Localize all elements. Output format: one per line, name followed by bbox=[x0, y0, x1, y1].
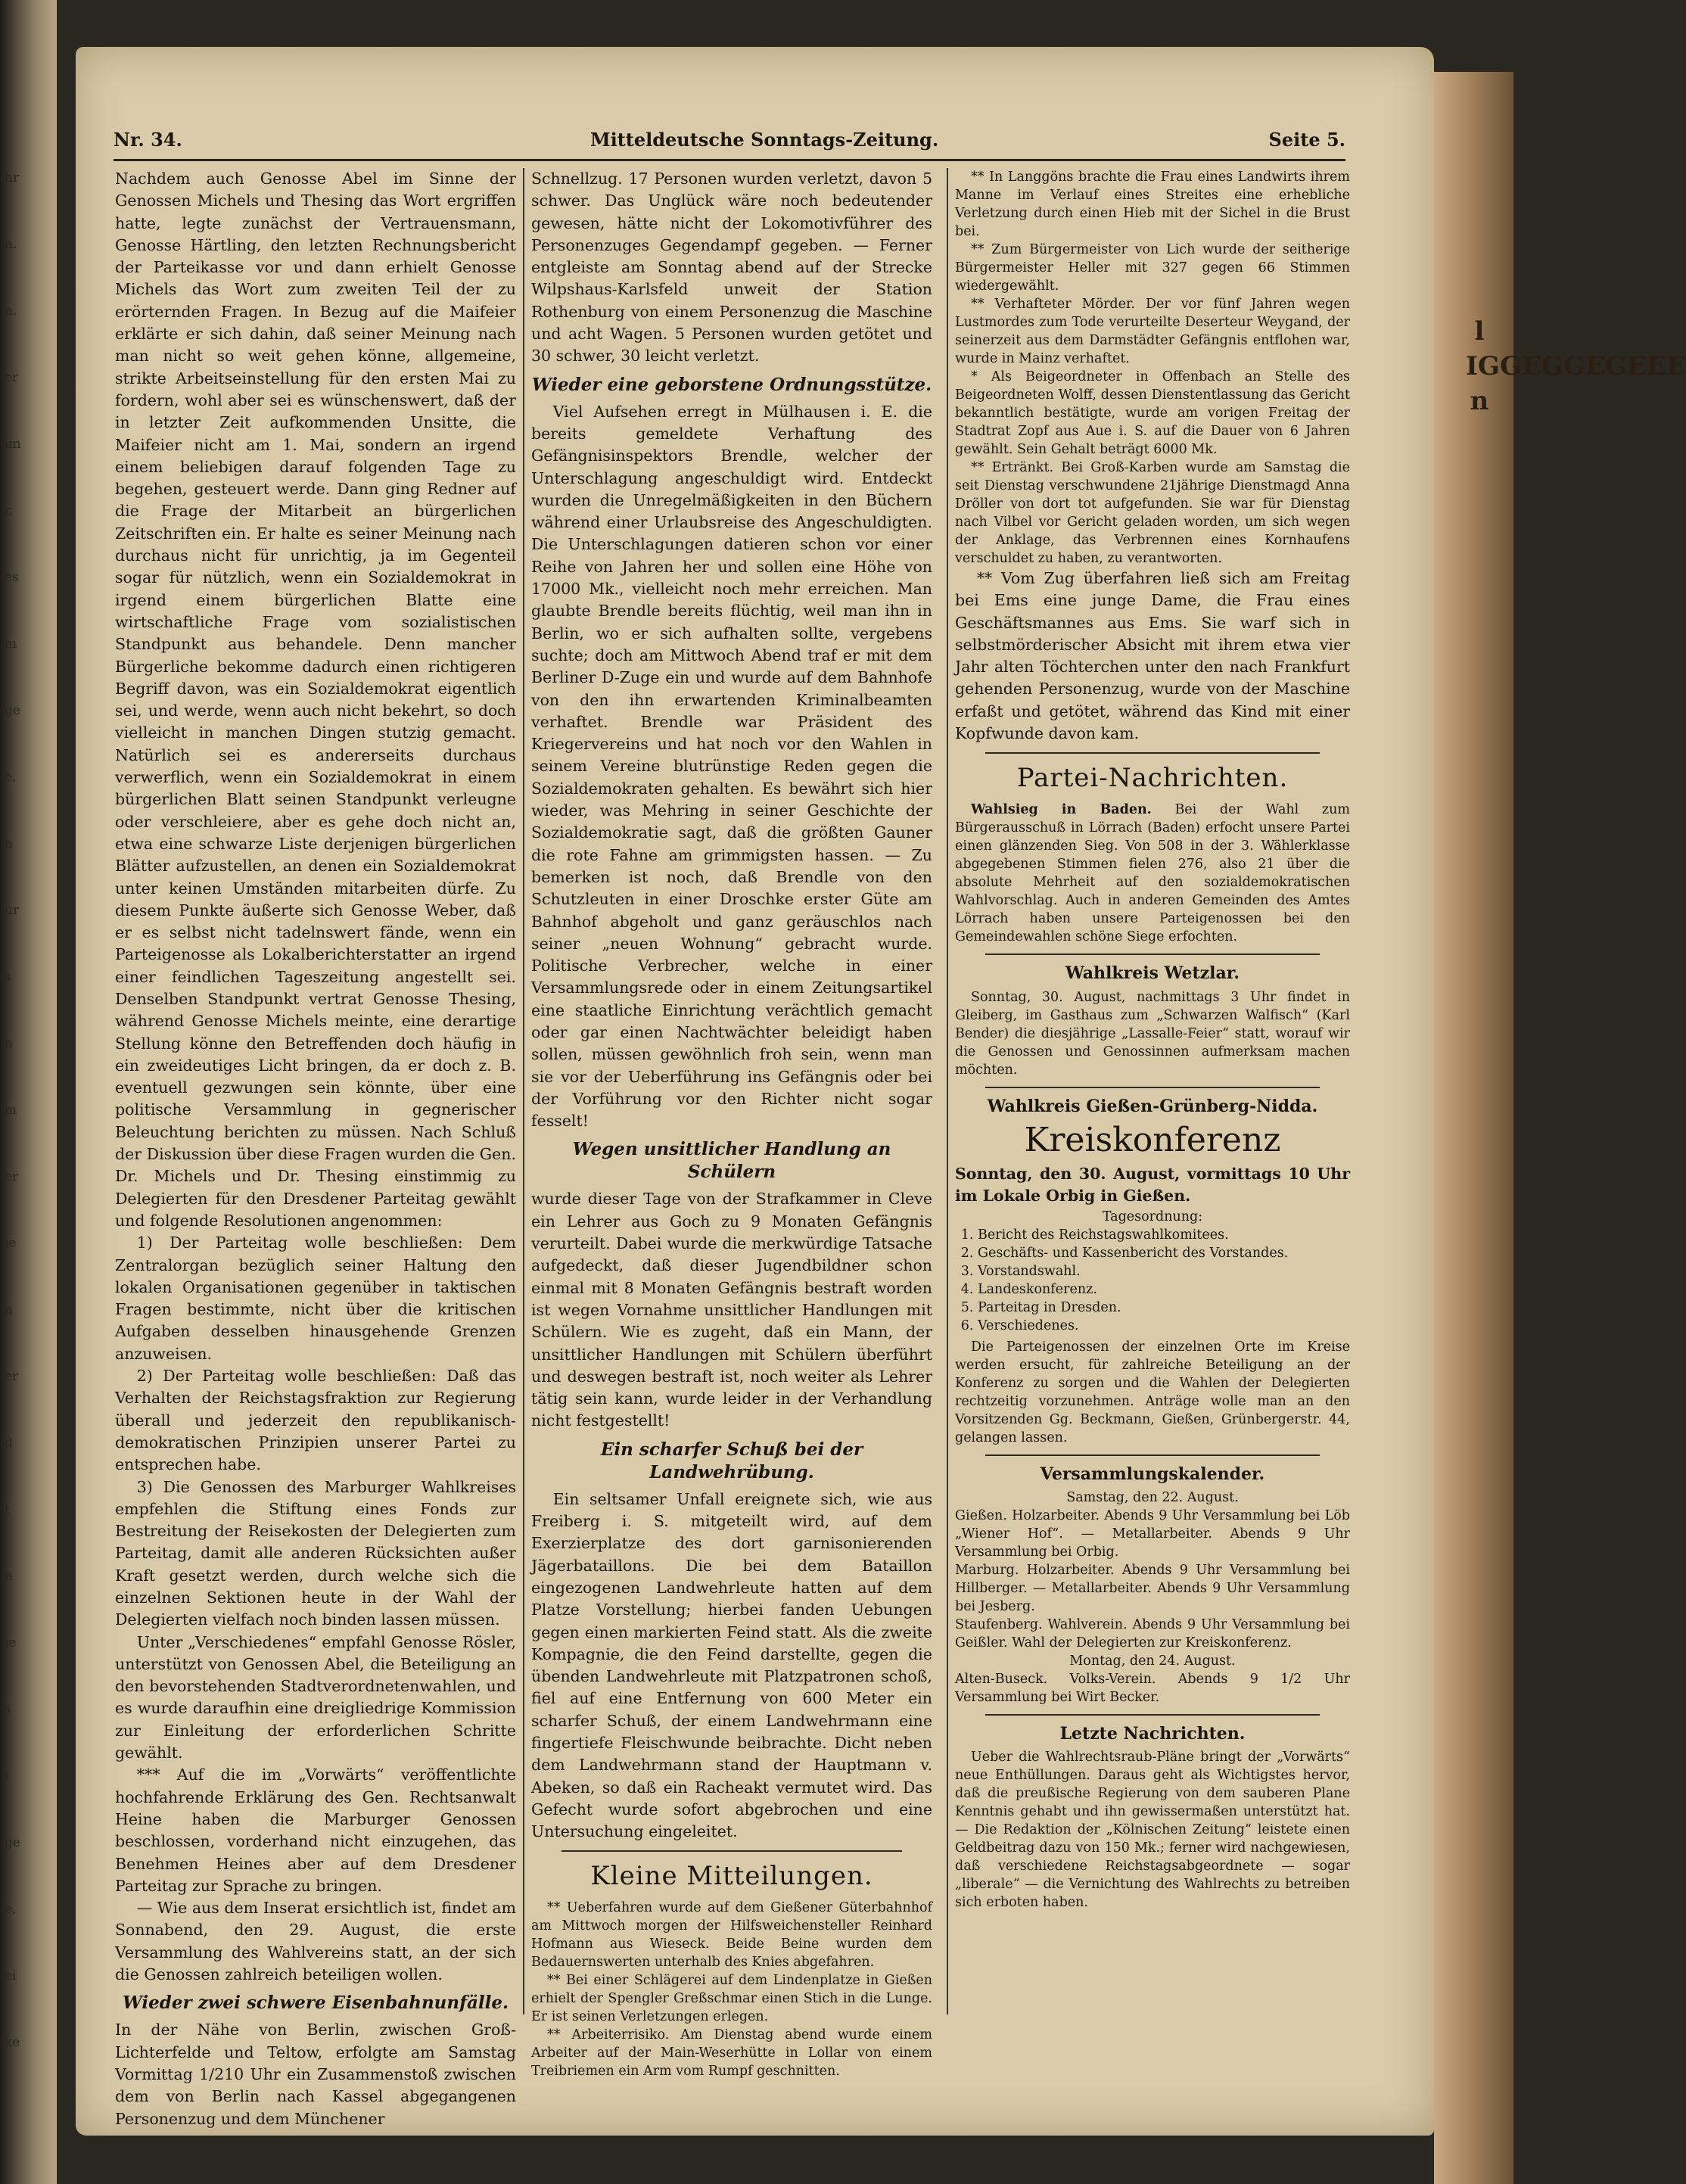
calendar-entry: Staufenberg. Wahlverein. Abends 9 Uhr Versammlung bei Geißler. Wahl der Delegierten zur Kreiskonferenz. bbox=[955, 1616, 1350, 1650]
margin-fragment: e, bbox=[5, 770, 17, 785]
margin-fragment: ei bbox=[5, 1968, 17, 1983]
margin-fragment: er bbox=[5, 1369, 19, 1384]
notice-item: ** Zum Bürgermeister von Lich wurde der seitherige Bürgermeister Heller mit 327 gegen 66 Stimmen wiedergewählt. bbox=[955, 242, 1350, 294]
party-news-text: Bei der Wahl zum Bürgerausschuß in Lörrach (Baden) erfocht unsere Partei einen glänzenden Sieg. Von 508 in der 3. Wählerklasse abgegebenen Stimmen fielen 276, also 21 über die absolute Mehrheit auf den sozialdemokratischen Wahlvorschlag. Auch in anderen Gemeinden des Amtes Lörrach haben unsere Parteigenossen bei den Gemeindewahlen schöne Siege erfochten. bbox=[955, 802, 1350, 945]
agenda-item: 3. Vorstandswahl. bbox=[978, 1262, 1350, 1280]
margin-fragment: ie bbox=[5, 1635, 17, 1650]
margin-fragment: n bbox=[5, 836, 13, 851]
headline-schueler: Wegen unsittlicher Handlung an Schülern bbox=[572, 1139, 891, 1183]
heading-wahlkreis-wetzlar: Wahlkreis Wetzlar. bbox=[1065, 963, 1240, 984]
article-paragraph: Ein seltsamer Unfall ereignete sich, wie aus Freiberg i. S. mitgeteilt wird, auf dem Exerzierplatze des dort garnisonierenden Jägerbataillons. Die bei dem Bataillon eingezogenen Landwehrleute hatten auf dem Platze Vorstellung; hierbei fanden Uebungen gegen einen markierten Feind statt. Als die zweite Kompagnie, die den Feind darstellte, gegen die übenden Landwehrleute mit Platzpatronen schoß, fiel auf eine Entfernung von 600 Meter ein scharfer Schuß, der einem Landwehrmann eine fingertiefe Fleischwunde beibrachte. Dicht neben dem Landwehrmann stand der Hauptmann v. Abeken, so daß ein Racheakt vermutet wird. Das Gefecht wurde sofort abgebrochen und eine Untersuchung eingeleitet. bbox=[531, 1489, 932, 1841]
margin-fragment: n bbox=[5, 1302, 13, 1318]
agenda-list bbox=[955, 1226, 1350, 1335]
thumb-tab: l IGGEGGEGEEE n bbox=[1466, 316, 1686, 416]
wetzlar-notice bbox=[955, 988, 1350, 1079]
latest-news-text: Ueber die Wahlrechtsraub-Pläne bringt der „Vorwärts“ neue Enthüllungen. Daraus geht als Wichtigstes hervor, daß die preußische Regierung von dem sauberen Plane Kenntnis gehabt und ihn gewissermaßen unterstützt hat. — Die Redaktion der „Kölnischen Zeitung“ leistete einen Geldbeitrag dazu von 150 Mk.; ferner wird nachgewiesen, daß verschiedene Reichstagsabgeordnete — sogar „liberale“ — die Vernichtung des Wahlrechts zu betreiben sich erboten haben. bbox=[955, 1750, 1350, 1911]
calendar-date: Samstag, den 22. August. bbox=[1066, 1489, 1239, 1505]
calendar-entry: Marburg. Holzarbeiter. Abends 9 Uhr Versammlung bei Hillberger. — Metallarbeiter. Abends 9 Uhr Versammlung bei Jesberg. bbox=[955, 1562, 1350, 1614]
margin-fragment: e, bbox=[5, 1902, 17, 1917]
margin-fragment: n bbox=[5, 1569, 13, 1584]
notice-item: ** Ueberfahren wurde auf dem Gießener Güterbahnhof am Mittwoch morgen der Hilfsweichensteller Reinhard Hofmann aus Wieseck. Beide Beine wurden dem Bedauernswerten unterhalb des Knies abgefahren. bbox=[531, 1900, 932, 1971]
previous-page-margin bbox=[0, 0, 57, 2184]
page-header bbox=[114, 129, 1345, 159]
section-rule bbox=[985, 752, 1320, 754]
margin-fragment: ge bbox=[5, 1835, 20, 1850]
newspaper-title: Mitteldeutsche Sonntags-Zeitung. bbox=[590, 129, 939, 151]
margin-fragment: er bbox=[5, 1169, 19, 1184]
calendar-entry: Gießen. Holzarbeiter. Abends 9 Uhr Versammlung bei Löb „Wiener Hof“. — Metallarbeiter. Abends 9 Uhr Versammlung bei Orbig. bbox=[955, 1507, 1350, 1560]
section-rule bbox=[985, 1454, 1320, 1456]
notice-item: ** Vom Zug überfahren ließ sich am Freitag bei Ems eine junge Dame, die Frau eines Geschäftsmannes aus Ems. Sie warf sich in selbstmörderischer Absicht mit ihrem etwa vier Jahr alten Töchterchen unter den nach Frankfurt gehenden Personenzug, wurde von der Maschine erfaßt und getötet, während das Kind mit einer Kopfwunde davon kam. bbox=[955, 569, 1350, 743]
margin-fragment: d bbox=[5, 1436, 13, 1451]
article-paragraph: wurde dieser Tage von der Strafkammer in Cleve ein Lehrer aus Goch zu 9 Monaten Gefängnis verurteilt. Dabei wurde die merkwürdige Tatsache aufgedeckt, daß dieser Jugendbildner schon einmal mit 8 Monaten Gefängnis bestraft worden ist wegen Vornahme unsittlicher Handlungen mit Schülern. Wie es zugeht, daß ein Mann, der unsittlicher Handlungen mit Schülern überführt und deswegen bestraft ist, noch weiter als Lehrer tätig sein kann, wurde leider in der Verhandlung nicht festgestellt! bbox=[531, 1190, 932, 1430]
margin-fragment: es bbox=[5, 570, 19, 585]
article-paragraph: Nachdem auch Genosse Abel im Sinne der Genossen Michels und Thesing das Wort ergriffen hatte, legte zunächst der Vertrauensmann, Genosse Härtling, den letzten Rechnungsbericht der Parteikasse vor und dann erhielt Genosse Michels das Wort zum zweiten Teil der zu erörternden Fragen. In Bezug auf die Maifeier erklärte er sich dahin, daß seiner Meinung nach man nicht so weit gehen könne, allgemeine, strikte Arbeitseinstellung für den ersten Mai zu fordern, wohl aber sei es wünschenswert, daß der in letzter Zeit aufkommenden Unsitte, die Maifeier nicht am 1. Mai, sondern an irgend einem beliebigen darauf folgenden Tage zu begehen, gesteuert werde. Dann ging Redner auf die Frage der Mitarbeit an bürgerlichen Zeitschriften ein. Er halte es seiner Meinung nach durchaus nicht für unrichtig, ja im Gegenteil sogar für nützlich, wenn ein Sozialdemokrat in irgend einem bürgerlichen Blatte eine wirtschaftliche Frage vom sozialistischen Standpunkt aus behandele. Denn mancher Bürgerliche bekomme dadurch einen richtigeren Begriff davon, was ein Sozialdemokrat eigentlich sei, und werde, wenn auch nicht bekehrt, so doch vielleicht in manchen Dingen stutzig gemacht. Natürlich sei es andererseits durchaus verwerflich, wenn ein Sozialdemokrat in einem bürgerlichen Blatt seinen Standpunkt verleugne oder verschleiere, aber es gehe doch nicht an, etwa eine schwarze Liste derjenigen bürgerlichen Blätter aufzustellen, an denen ein Sozialdemokrat unter keinen Umständen mitarbeiten dürfe. Zu diesem Punkte äußerte sich Genosse Weber, daß er es selbst nicht tadelnswert fände, wenn ein Parteigenosse als Lokalberichterstatter an irgend einer feindlichen Tageszeitung angestellt sei. Denselben Standpunkt vertrat Genosse Thesing, während Genosse Michels meinte, eine derartige Stellung könne den Betreffenden doch häufig in ein zweideutiges Licht bringen, da er doch z. B. eventuell gezwungen sein könnte, über eine politische Versammlung in gegnerischer Beleuchtung berichten zu müssen. Nach Schluß der Diskussion über diese Fragen wurden die Gen. Dr. Michels und Dr. Thesing einstimmig zu Delegierten für den Dresdener Parteitag gewählt und folgende Resolutionen angenommen: bbox=[115, 170, 516, 1230]
section-rule bbox=[985, 1714, 1320, 1716]
agenda-item: 1. Bericht des Reichstagswahlkomitees. bbox=[978, 1226, 1350, 1244]
column-rule bbox=[947, 168, 948, 2014]
party-news bbox=[955, 801, 1350, 946]
margin-fragment: ur bbox=[5, 903, 20, 918]
column-3 bbox=[955, 168, 1350, 2014]
column-1 bbox=[115, 168, 516, 2128]
resolution-1: 1) Der Parteitag wolle beschließen: Dem Zentralorgan bezüglich seiner Haltung den lokalen Organisationen gegenüber in taktischen Fragen bestimmte, nicht über die kritischen Aufgaben desselben hinausgehende Grenzen anzuweisen. bbox=[115, 1234, 516, 1363]
agenda-title: Tagesordnung: bbox=[1102, 1209, 1203, 1224]
book-edge bbox=[1434, 72, 1686, 2184]
margin-fragment: n. bbox=[5, 237, 17, 252]
margin-fragment: ie bbox=[5, 1236, 17, 1251]
notice-item: ** Bei einer Schlägerei auf dem Lindenplatze in Gießen erhielt der Spengler Greßschmar einen Stich in die Lunge. Er ist seinen Verletzungen erlegen. bbox=[531, 1973, 932, 2025]
margin-fragment: t bbox=[5, 1502, 10, 1517]
section-rule bbox=[561, 1850, 902, 1852]
margin-fragment: s bbox=[5, 1702, 11, 1717]
conference-date: Sonntag, den 30. August, vormittags 10 Uhr im Lokale Orbig in Gießen. bbox=[955, 1164, 1350, 1206]
conference-notice bbox=[955, 1338, 1350, 1447]
article-paragraph: Unter „Verschiedenes“ empfahl Genosse Rösler, unterstützt von Genossen Abel, die Beteiligung an den bevorstehenden Stadtverordnetenwahlen, und es wurde daraufhin eine dreigliedrige Kommission zur Einleitung der erforderlichen Schritte gewählt. bbox=[115, 1632, 516, 1762]
margin-fragment: n. bbox=[5, 303, 17, 319]
section-heading-partei-nachrichten: Partei-Nachrichten. bbox=[1016, 763, 1289, 794]
notice-item: ** Ertränkt. Bei Groß-Karben wurde am Samstag die seit Dienstag verschwundene 21jährige Dienstmagd Anna Dröller von dort tot aufgefunden. Sie war für Dienstag nach Vilbel vor Gericht geladen worden, um sich wegen der Anklage, das Verbrennen eines Kornhaufens verschuldet zu haben, zu verantworten. bbox=[955, 460, 1350, 566]
margin-fragment: m bbox=[5, 636, 17, 652]
short-notices-continued bbox=[955, 168, 1350, 568]
heading-kreiskonferenz: Kreiskonferenz bbox=[1024, 1120, 1281, 1159]
margin-fragment: im bbox=[5, 437, 21, 452]
margin-fragment: ge bbox=[5, 703, 20, 718]
article-paragraph: Viel Aufsehen erregt in Mülhausen i. E. die bereits gemeldete Verhaftung des Gefängnisinspektors Brendle, welcher der Unterschlagung angeschuldigt wird. Entdeckt wurden die Unregelmäßigkeiten in den Büchern während einer Urlaubsreise des Angeschuldigten. Die Unterschlagungen datieren schon vor einer Reihe von Jahren her und sollen eine Höhe von 17000 Mk., vielleicht noch mehr erreichen. Man glaubte Brendle bereits flüchtig, weil man ihn in Berlin, wo er sich aufhalten sollte, vergebens suchte; doch am Mittwoch Abend traf er mit dem Berliner D-Zuge ein und wurde auf dem Bahnhofe von den ihn erwartenden Kriminalbeamten verhaftet. Brendle war Präsident des Kriegervereins und hat noch vor den Wahlen in seinem Vereine blutrünstige Reden gegen die Sozialdemokraten gehalten. Es bewährt sich hier wieder, was Mehring in seiner Geschichte der Sozialdemokratie sagt, daß die größten Gauner die rote Fahne am grimmigsten hassen. — Zu bemerken ist noch, daß Brendle von den Schutzleuten in einer Droschke erster Güte am Bahnhof abgeholt und ganz geräuschlos nach seiner „neuen Wohnung“ gebracht wurde. Politische Verbrecher, welche in einer Versammlungsrede oder in einem Zeitungsartikel eine staatliche Einrichtung verächtlich gemacht oder gar einen Nachtwächter beleidigt haben sollen, müssen gewöhnlich froh sein, wenn man sie vor der Ueberführung ins Gefängnis oder bei der Vorführung vor den Richter nicht sogar fesselt! bbox=[531, 402, 932, 1131]
margin-fragment: n bbox=[5, 1036, 13, 1051]
issue-number: Nr. 34. bbox=[114, 129, 182, 151]
heading-wahlkreis-giessen: Wahlkreis Gießen-Grünberg-Nidda. bbox=[987, 1096, 1318, 1116]
notice-item: * Als Beigeordneter in Offenbach an Stelle des Beigeordneten Wolff, dessen Dienstentlassung das Gericht bekanntlich bestätigte, wurde am vorigen Freitag der Stadtrat Zopf aus Aue i. S. auf die Dauer von 6 Jahren gewählt. Sein Gehalt beträgt 6000 Mk. bbox=[955, 369, 1350, 457]
margin-fragment: r, bbox=[5, 503, 14, 518]
column-2 bbox=[531, 168, 932, 2080]
resolution-3: 3) Die Genossen des Marburger Wahlkreises empfehlen die Stiftung eines Fonds zur Bestreitung der Reisekosten der Delegierten zum Parteitag, damit alle anderen Rücksichten außer Kraft gesetzt werden, durch welche sich die einzelnen Sektionen heute in der Wahl der Delegierten vielfach noch binden lassen müssen. bbox=[115, 1477, 516, 1629]
agenda-item: 6. Verschiedenes. bbox=[978, 1317, 1350, 1335]
margin-fragment: er bbox=[5, 370, 19, 385]
notice-item: ** Verhafteter Mörder. Der vor fünf Jahren wegen Lustmordes zum Tode verurteilte Deserteur Weygand, der seinerzeit aus dem Darmstädter Gefängnis entflohen war, wurde in Mainz verhaftet. bbox=[955, 297, 1350, 366]
short-notices bbox=[531, 1899, 932, 2080]
headline-landwehr: Ein scharfer Schuß bei der Landwehrübung. bbox=[600, 1439, 863, 1482]
wetzlar-text: Sonntag, 30. August, nachmittags 3 Uhr findet in Gleiberg, im Gasthaus zum „Schwarzen Walfisch“ (Karl Bender) die diesjährige „Lassalle-Feier“ statt, worauf wir die Genossen und Genossinnen aufmerksam machen möchten. bbox=[955, 989, 1350, 1078]
heading-versammlungskalender: Versammlungskalender. bbox=[1040, 1464, 1265, 1484]
article-paragraph: In der Nähe von Berlin, zwischen Groß-Lichterfelde und Teltow, erfolgte am Samstag Vormittag 1/210 Uhr ein Zusammenstoß zwischen dem von Berlin nach Kassel abgegangenen Personenzug und dem Münchener bbox=[115, 2021, 516, 2128]
article-paragraph: — Wie aus dem Inserat ersichtlich ist, findet am Sonnabend, den 29. August, die erste Versammlung des Wahlvereins statt, an der sich die Genossen zahlreich beteiligen wollen. bbox=[115, 1899, 516, 1984]
page-number: Seite 5. bbox=[1268, 129, 1345, 151]
notice-item: ** In Langgöns brachte die Frau eines Landwirts ihrem Manne im Verlauf eines Streites eine erhebliche Verletzung durch einen Hieb mit der Sichel in die Brust bei. bbox=[955, 170, 1350, 239]
agenda-item: 4. Landeskonferenz. bbox=[978, 1280, 1350, 1299]
section-rule bbox=[985, 954, 1320, 955]
column-rule bbox=[523, 168, 524, 2014]
meeting-calendar bbox=[955, 1489, 1350, 1706]
notice-item: ** Arbeiterrisiko. Am Dienstag abend wurde einem Arbeiter auf der Main-Weserhütte in Lollar von einem Treibriemen ein Arm vom Rumpf geschnitten. bbox=[531, 2027, 932, 2080]
calendar-date: Montag, den 24. August. bbox=[1069, 1653, 1236, 1669]
header-rule bbox=[114, 159, 1345, 161]
article-paragraph: *** Auf die im „Vorwärts“ veröffentlichte hochfahrende Erklärung des Gen. Rechtsanwalt Heine haben die Marburger Genossen beschlossen, vorderhand nicht einzugehen, das Benehmen Heines aber auf dem Dresdener Parteitag zur Sprache zu bringen. bbox=[115, 1766, 516, 1895]
headline-rail-accidents: Wieder zwei schwere Eisenbahnunfälle. bbox=[122, 1993, 509, 2014]
agenda-item: 5. Parteitag in Dresden. bbox=[978, 1299, 1350, 1317]
calendar-entry: Alten-Buseck. Volks-Verein. Abends 9 1/2 Uhr Versammlung bei Wirt Becker. bbox=[955, 1671, 1350, 1705]
margin-fragment: hr bbox=[5, 170, 20, 185]
resolution-2: 2) Der Parteitag wolle beschließen: Daß das Verhalten der Reichstagsfraktion zur Regierung überall und jederzeit den republikanisch-demokratischen Prinzipien unserer Partei zu entsprechen habe. bbox=[115, 1367, 516, 1474]
agenda-item: 2. Geschäfts- und Kassenbericht des Vorstandes. bbox=[978, 1244, 1350, 1262]
margin-fragment: i bbox=[5, 1769, 9, 1784]
heading-letzte-nachrichten: Letzte Nachrichten. bbox=[1059, 1723, 1246, 1744]
margin-fragment: ke bbox=[5, 2035, 20, 2050]
conference-text: Die Parteigenossen der einzelnen Orte im Kreise werden ersucht, für zahlreiche Beteiligung an der Konferenz zu sorgen und die Wahlen der Delegierten rechtzeitig vorzunehmen. Anträge wolle man an den Vorsitzenden Gg. Beckmann, Gießen, Grünbergerstr. 44, gelangen lassen. bbox=[955, 1339, 1350, 1445]
section-heading-kleine-mitteilungen: Kleine Mitteilungen. bbox=[590, 1861, 873, 1892]
section-rule bbox=[985, 1087, 1320, 1088]
subheading-wahlsieg: Wahlsieg in Baden. bbox=[971, 802, 1152, 818]
margin-fragment: m bbox=[5, 1103, 17, 1118]
article-paragraph: Schnellzug. 17 Personen wurden verletzt, davon 5 schwer. Das Unglück wäre noch bedeutender gewesen, hätte nicht der Lokomotivführer des Personenzuges Gegendampf gegeben. — Ferner entgleiste am Sonntag abend auf der Strecke Wilpshaus-Karlsfeld unweit der Station Rothenburg von einem Personenzug die Maschine und acht Wagen. 5 Personen wurden getötet und 30 schwer, 30 leicht verletzt. bbox=[531, 170, 932, 366]
margin-fragment: s bbox=[5, 969, 11, 985]
latest-news bbox=[955, 1748, 1350, 1912]
headline-ordnungsstuetze: Wieder eine geborstene Ordnungsstütze. bbox=[531, 374, 932, 395]
